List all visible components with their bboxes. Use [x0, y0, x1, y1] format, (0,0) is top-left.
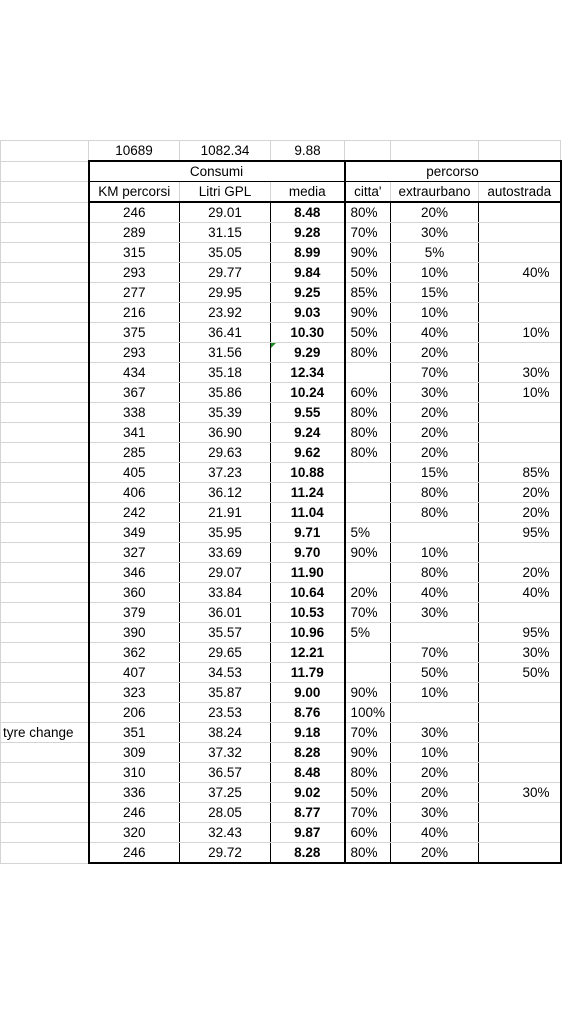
note-cell[interactable] — [1, 783, 89, 803]
extraurbano-cell[interactable] — [391, 623, 479, 643]
km-cell[interactable]: 293 — [89, 343, 180, 363]
autostrada-cell[interactable] — [479, 403, 561, 423]
autostrada-cell[interactable]: 10% — [479, 383, 561, 403]
empty-cell[interactable] — [345, 141, 391, 162]
extraurbano-cell[interactable]: 10% — [391, 543, 479, 563]
autostrada-cell[interactable]: 20% — [479, 503, 561, 523]
data-rows — [1, 202, 561, 863]
km-cell[interactable]: 341 — [89, 423, 180, 443]
litri-cell[interactable]: 33.69 — [180, 543, 271, 563]
total-km-cell[interactable]: 10689 — [89, 141, 180, 162]
autostrada-cell[interactable] — [479, 703, 561, 723]
media-cell[interactable]: 8.99 — [271, 243, 345, 263]
empty-cell[interactable] — [479, 141, 561, 162]
empty-cell[interactable] — [1, 182, 89, 203]
total-media-cell[interactable]: 9.88 — [271, 141, 345, 162]
extraurbano-cell[interactable] — [391, 703, 479, 723]
media-cell[interactable]: 9.18 — [271, 723, 345, 743]
media-cell[interactable]: 9.70 — [271, 543, 345, 563]
citta-cell[interactable]: 60% — [345, 383, 391, 403]
table-row — [1, 223, 561, 243]
media-cell[interactable]: 11.79 — [271, 663, 345, 683]
table-row — [1, 763, 561, 783]
percorso-group-header[interactable]: percorso — [345, 161, 561, 182]
autostrada-cell[interactable]: 10% — [479, 323, 561, 343]
note-cell[interactable] — [1, 623, 89, 643]
autostrada-cell[interactable]: 30% — [479, 363, 561, 383]
km-cell[interactable]: 315 — [89, 243, 180, 263]
table-row — [1, 643, 561, 663]
note-cell[interactable] — [1, 463, 89, 483]
litri-column-header[interactable]: Litri GPL — [180, 182, 271, 203]
note-cell[interactable] — [1, 703, 89, 723]
media-cell[interactable]: 8.48 — [271, 763, 345, 783]
km-cell[interactable]: 242 — [89, 503, 180, 523]
note-cell[interactable] — [1, 823, 89, 843]
litri-cell[interactable]: 36.01 — [180, 603, 271, 623]
extraurbano-cell[interactable]: 15% — [391, 283, 479, 303]
table-row — [1, 403, 561, 423]
extraurbano-cell[interactable]: 10% — [391, 263, 479, 283]
citta-cell[interactable]: 5% — [345, 623, 391, 643]
litri-cell[interactable]: 36.41 — [180, 323, 271, 343]
citta-cell[interactable] — [345, 563, 391, 583]
autostrada-cell[interactable] — [479, 223, 561, 243]
litri-cell[interactable]: 29.65 — [180, 643, 271, 663]
autostrada-cell[interactable]: 95% — [479, 623, 561, 643]
km-cell[interactable]: 246 — [89, 202, 180, 223]
citta-cell[interactable]: 85% — [345, 283, 391, 303]
litri-cell[interactable]: 35.86 — [180, 383, 271, 403]
km-cell[interactable]: 406 — [89, 483, 180, 503]
citta-cell[interactable] — [345, 643, 391, 663]
km-cell[interactable]: 323 — [89, 683, 180, 703]
table-row — [1, 603, 561, 623]
litri-cell[interactable]: 29.95 — [180, 283, 271, 303]
litri-cell[interactable]: 31.56 — [180, 343, 271, 363]
media-cell[interactable]: 10.96 — [271, 623, 345, 643]
citta-cell[interactable]: 60% — [345, 823, 391, 843]
citta-column-header[interactable]: citta' — [345, 182, 391, 203]
extraurbano-cell[interactable]: 40% — [391, 323, 479, 343]
extraurbano-column-header[interactable]: extraurbano — [391, 182, 479, 203]
media-cell[interactable]: 8.76 — [271, 703, 345, 723]
litri-cell[interactable]: 37.25 — [180, 783, 271, 803]
note-cell[interactable] — [1, 283, 89, 303]
litri-cell[interactable]: 29.72 — [180, 843, 271, 864]
media-cell[interactable]: 10.53 — [271, 603, 345, 623]
autostrada-cell[interactable] — [479, 723, 561, 743]
table-row — [1, 543, 561, 563]
media-cell[interactable]: 11.04 — [271, 503, 345, 523]
table-row — [1, 363, 561, 383]
table-row — [1, 243, 561, 263]
media-cell[interactable]: 9.28 — [271, 223, 345, 243]
extraurbano-cell[interactable]: 30% — [391, 383, 479, 403]
consumi-group-header[interactable]: Consumi — [89, 161, 345, 182]
table-row — [1, 703, 561, 723]
column-header-row — [1, 182, 561, 203]
media-cell[interactable]: 9.87 — [271, 823, 345, 843]
media-cell[interactable]: 10.30 — [271, 323, 345, 343]
citta-cell[interactable]: 80% — [345, 343, 391, 363]
km-cell[interactable]: 246 — [89, 803, 180, 823]
media-cell[interactable]: 10.24 — [271, 383, 345, 403]
km-cell[interactable]: 346 — [89, 563, 180, 583]
group-header-row — [1, 161, 561, 182]
media-cell[interactable]: 10.88 — [271, 463, 345, 483]
km-cell[interactable]: 362 — [89, 643, 180, 663]
media-cell[interactable]: 9.02 — [271, 783, 345, 803]
citta-cell[interactable]: 50% — [345, 263, 391, 283]
table-row — [1, 283, 561, 303]
citta-cell[interactable]: 70% — [345, 723, 391, 743]
autostrada-cell[interactable] — [479, 803, 561, 823]
litri-cell[interactable]: 37.23 — [180, 463, 271, 483]
media-cell[interactable]: 8.28 — [271, 843, 345, 864]
extraurbano-cell[interactable]: 20% — [391, 843, 479, 864]
extraurbano-cell[interactable]: 80% — [391, 563, 479, 583]
media-cell[interactable]: 9.71 — [271, 523, 345, 543]
extraurbano-cell[interactable]: 20% — [391, 423, 479, 443]
media-column-header[interactable]: media — [271, 182, 345, 203]
note-cell[interactable] — [1, 483, 89, 503]
extraurbano-cell[interactable]: 80% — [391, 503, 479, 523]
autostrada-cell[interactable] — [479, 202, 561, 223]
citta-cell[interactable]: 70% — [345, 223, 391, 243]
citta-cell[interactable]: 80% — [345, 763, 391, 783]
table-row — [1, 323, 561, 343]
km-cell[interactable]: 216 — [89, 303, 180, 323]
citta-cell[interactable]: 90% — [345, 743, 391, 763]
litri-cell[interactable]: 35.95 — [180, 523, 271, 543]
note-cell[interactable] — [1, 843, 89, 864]
autostrada-cell[interactable] — [479, 343, 561, 363]
litri-cell[interactable]: 23.92 — [180, 303, 271, 323]
km-cell[interactable]: 379 — [89, 603, 180, 623]
table-row — [1, 443, 561, 463]
autostrada-cell[interactable]: 20% — [479, 563, 561, 583]
litri-cell[interactable]: 29.77 — [180, 263, 271, 283]
autostrada-cell[interactable]: 85% — [479, 463, 561, 483]
table-row — [1, 343, 561, 363]
autostrada-cell[interactable]: 95% — [479, 523, 561, 543]
table-row — [1, 843, 561, 864]
note-cell[interactable] — [1, 643, 89, 663]
citta-cell[interactable]: 70% — [345, 803, 391, 823]
media-cell[interactable]: 8.28 — [271, 743, 345, 763]
media-cell[interactable]: 11.90 — [271, 563, 345, 583]
litri-cell[interactable]: 35.18 — [180, 363, 271, 383]
autostrada-cell[interactable] — [479, 303, 561, 323]
autostrada-cell[interactable] — [479, 823, 561, 843]
table-row — [1, 823, 561, 843]
citta-cell[interactable]: 80% — [345, 202, 391, 223]
autostrada-cell[interactable]: 20% — [479, 483, 561, 503]
note-cell[interactable] — [1, 303, 89, 323]
citta-cell[interactable]: 80% — [345, 403, 391, 423]
table-row — [1, 803, 561, 823]
note-cell[interactable] — [1, 263, 89, 283]
citta-cell[interactable]: 70% — [345, 603, 391, 623]
media-cell[interactable]: 9.00 — [271, 683, 345, 703]
autostrada-cell[interactable] — [479, 843, 561, 864]
autostrada-cell[interactable]: 30% — [479, 783, 561, 803]
litri-cell[interactable]: 23.53 — [180, 703, 271, 723]
km-cell[interactable]: 309 — [89, 743, 180, 763]
litri-cell[interactable]: 21.91 — [180, 503, 271, 523]
citta-cell[interactable] — [345, 363, 391, 383]
note-cell[interactable] — [1, 503, 89, 523]
extraurbano-cell[interactable]: 70% — [391, 643, 479, 663]
note-cell[interactable] — [1, 363, 89, 383]
litri-cell[interactable]: 29.63 — [180, 443, 271, 463]
extraurbano-cell[interactable]: 40% — [391, 583, 479, 603]
litri-cell[interactable]: 36.12 — [180, 483, 271, 503]
citta-cell[interactable]: 100% — [345, 703, 391, 723]
extraurbano-cell[interactable]: 10% — [391, 683, 479, 703]
litri-cell[interactable]: 38.24 — [180, 723, 271, 743]
totals-row — [1, 141, 561, 162]
km-cell[interactable]: 336 — [89, 783, 180, 803]
media-cell[interactable]: 9.55 — [271, 403, 345, 423]
table-row — [1, 783, 561, 803]
media-cell[interactable]: 12.21 — [271, 643, 345, 663]
litri-cell[interactable]: 32.43 — [180, 823, 271, 843]
table-row — [1, 523, 561, 543]
citta-cell[interactable] — [345, 503, 391, 523]
media-cell[interactable]: 12.34 — [271, 363, 345, 383]
km-cell[interactable]: 390 — [89, 623, 180, 643]
citta-cell[interactable]: 80% — [345, 843, 391, 864]
extraurbano-cell[interactable]: 10% — [391, 303, 479, 323]
km-cell[interactable]: 285 — [89, 443, 180, 463]
autostrada-cell[interactable] — [479, 603, 561, 623]
total-litri-cell[interactable]: 1082.34 — [180, 141, 271, 162]
litri-cell[interactable]: 35.57 — [180, 623, 271, 643]
citta-cell[interactable]: 80% — [345, 423, 391, 443]
extraurbano-cell[interactable]: 30% — [391, 803, 479, 823]
citta-cell[interactable]: 80% — [345, 443, 391, 463]
citta-cell[interactable]: 90% — [345, 303, 391, 323]
media-cell[interactable]: 9.84 — [271, 263, 345, 283]
autostrada-cell[interactable]: 40% — [479, 263, 561, 283]
km-cell[interactable]: 327 — [89, 543, 180, 563]
km-cell[interactable]: 289 — [89, 223, 180, 243]
extraurbano-cell[interactable]: 20% — [391, 403, 479, 423]
litri-cell[interactable]: 31.15 — [180, 223, 271, 243]
litri-cell[interactable]: 29.07 — [180, 563, 271, 583]
extraurbano-cell[interactable]: 20% — [391, 202, 479, 223]
empty-cell[interactable] — [1, 161, 89, 182]
media-cell[interactable]: 9.25 — [271, 283, 345, 303]
note-cell[interactable] — [1, 323, 89, 343]
media-cell[interactable]: 9.29 — [271, 343, 345, 363]
note-cell[interactable] — [1, 223, 89, 243]
table-row — [1, 483, 561, 503]
citta-cell[interactable] — [345, 663, 391, 683]
km-cell[interactable]: 351 — [89, 723, 180, 743]
citta-cell[interactable] — [345, 463, 391, 483]
media-cell[interactable]: 11.24 — [271, 483, 345, 503]
autostrada-cell[interactable] — [479, 683, 561, 703]
km-cell[interactable]: 360 — [89, 583, 180, 603]
note-cell[interactable] — [1, 383, 89, 403]
table-row — [1, 202, 561, 223]
note-cell[interactable]: tyre change — [1, 723, 89, 743]
autostrada-cell[interactable]: 50% — [479, 663, 561, 683]
litri-cell[interactable]: 36.57 — [180, 763, 271, 783]
table-row — [1, 583, 561, 603]
km-cell[interactable]: 375 — [89, 323, 180, 343]
note-cell[interactable] — [1, 743, 89, 763]
extraurbano-cell[interactable]: 50% — [391, 663, 479, 683]
extraurbano-cell[interactable]: 30% — [391, 223, 479, 243]
media-cell[interactable]: 10.64 — [271, 583, 345, 603]
litri-cell[interactable]: 37.32 — [180, 743, 271, 763]
note-cell[interactable] — [1, 202, 89, 223]
table-row — [1, 463, 561, 483]
spreadsheet-table — [0, 140, 562, 864]
autostrada-cell[interactable] — [479, 763, 561, 783]
table-row — [1, 563, 561, 583]
note-cell[interactable] — [1, 443, 89, 463]
km-cell[interactable]: 310 — [89, 763, 180, 783]
note-cell[interactable] — [1, 423, 89, 443]
autostrada-cell[interactable] — [479, 283, 561, 303]
extraurbano-cell[interactable]: 20% — [391, 343, 479, 363]
note-cell[interactable] — [1, 763, 89, 783]
km-cell[interactable]: 246 — [89, 843, 180, 864]
km-cell[interactable]: 367 — [89, 383, 180, 403]
citta-cell[interactable]: 90% — [345, 543, 391, 563]
citta-cell[interactable]: 50% — [345, 783, 391, 803]
km-cell[interactable]: 338 — [89, 403, 180, 423]
citta-cell[interactable]: 50% — [345, 323, 391, 343]
litri-cell[interactable]: 35.87 — [180, 683, 271, 703]
autostrada-cell[interactable] — [479, 543, 561, 563]
autostrada-cell[interactable] — [479, 423, 561, 443]
km-cell[interactable]: 293 — [89, 263, 180, 283]
km-cell[interactable]: 206 — [89, 703, 180, 723]
table-row — [1, 383, 561, 403]
table-row — [1, 423, 561, 443]
citta-cell[interactable]: 90% — [345, 243, 391, 263]
media-cell[interactable]: 9.24 — [271, 423, 345, 443]
autostrada-column-header[interactable]: autostrada — [479, 182, 561, 203]
extraurbano-cell[interactable]: 20% — [391, 763, 479, 783]
note-cell[interactable] — [1, 543, 89, 563]
media-cell[interactable]: 8.48 — [271, 202, 345, 223]
extraurbano-cell[interactable]: 15% — [391, 463, 479, 483]
extraurbano-cell[interactable]: 5% — [391, 243, 479, 263]
litri-cell[interactable]: 35.39 — [180, 403, 271, 423]
citta-cell[interactable] — [345, 483, 391, 503]
citta-cell[interactable]: 20% — [345, 583, 391, 603]
km-cell[interactable]: 320 — [89, 823, 180, 843]
citta-cell[interactable]: 5% — [345, 523, 391, 543]
extraurbano-cell[interactable]: 10% — [391, 743, 479, 763]
autostrada-cell[interactable]: 40% — [479, 583, 561, 603]
note-cell[interactable] — [1, 683, 89, 703]
media-cell[interactable]: 9.03 — [271, 303, 345, 323]
empty-cell[interactable] — [1, 141, 89, 162]
note-cell[interactable] — [1, 243, 89, 263]
extraurbano-cell[interactable]: 20% — [391, 443, 479, 463]
table-row — [1, 623, 561, 643]
extraurbano-cell[interactable]: 70% — [391, 363, 479, 383]
autostrada-cell[interactable] — [479, 243, 561, 263]
km-cell[interactable]: 405 — [89, 463, 180, 483]
table-row — [1, 503, 561, 523]
litri-cell[interactable]: 35.05 — [180, 243, 271, 263]
table-row — [1, 303, 561, 323]
table-row — [1, 723, 561, 743]
extraurbano-cell[interactable]: 40% — [391, 823, 479, 843]
litri-cell[interactable]: 36.90 — [180, 423, 271, 443]
km-column-header[interactable]: KM percorsi — [89, 182, 180, 203]
media-cell[interactable]: 9.62 — [271, 443, 345, 463]
table-row — [1, 263, 561, 283]
table-row — [1, 663, 561, 683]
litri-cell[interactable]: 29.01 — [180, 202, 271, 223]
extraurbano-cell[interactable]: 30% — [391, 603, 479, 623]
citta-cell[interactable]: 90% — [345, 683, 391, 703]
table-row — [1, 743, 561, 763]
extraurbano-cell[interactable]: 80% — [391, 483, 479, 503]
note-cell[interactable] — [1, 583, 89, 603]
km-cell[interactable]: 277 — [89, 283, 180, 303]
km-cell[interactable]: 434 — [89, 363, 180, 383]
extraurbano-cell[interactable]: 20% — [391, 783, 479, 803]
litri-cell[interactable]: 28.05 — [180, 803, 271, 823]
litri-cell[interactable]: 33.84 — [180, 583, 271, 603]
autostrada-cell[interactable]: 30% — [479, 643, 561, 663]
autostrada-cell[interactable] — [479, 743, 561, 763]
note-cell[interactable] — [1, 523, 89, 543]
litri-cell[interactable]: 34.53 — [180, 663, 271, 683]
note-cell[interactable] — [1, 803, 89, 823]
note-cell[interactable] — [1, 343, 89, 363]
empty-cell[interactable] — [391, 141, 479, 162]
note-cell[interactable] — [1, 563, 89, 583]
km-cell[interactable]: 349 — [89, 523, 180, 543]
media-cell[interactable]: 8.77 — [271, 803, 345, 823]
km-cell[interactable]: 407 — [89, 663, 180, 683]
table-row — [1, 683, 561, 703]
note-cell[interactable] — [1, 403, 89, 423]
note-cell[interactable] — [1, 603, 89, 623]
extraurbano-cell[interactable]: 30% — [391, 723, 479, 743]
autostrada-cell[interactable] — [479, 443, 561, 463]
extraurbano-cell[interactable] — [391, 523, 479, 543]
note-cell[interactable] — [1, 663, 89, 683]
